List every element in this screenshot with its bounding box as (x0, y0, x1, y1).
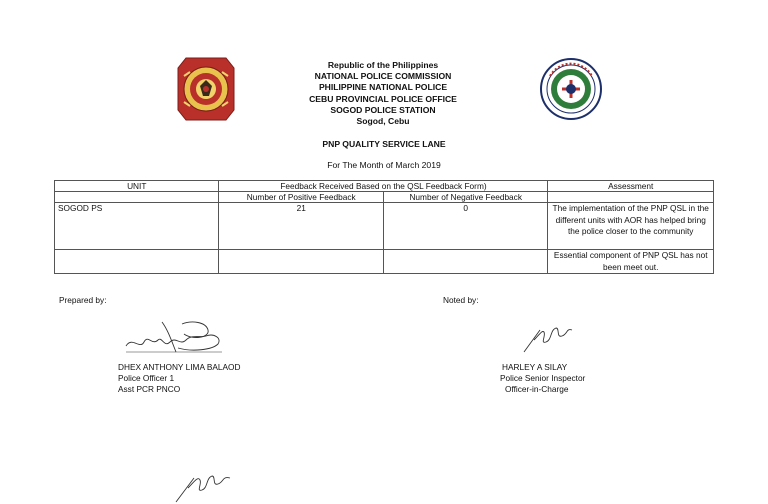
subheader-empty-assessment (548, 192, 714, 203)
header-line-country: Republic of the Philippines (327, 60, 439, 70)
signature-bottom (172, 468, 236, 504)
header-positive: Number of Positive Feedback (219, 192, 383, 203)
row-negative (383, 250, 547, 274)
table-subheader-row (55, 192, 714, 203)
row-negative: 0 (383, 203, 547, 250)
row-unit: SOGOD PS (55, 203, 219, 250)
pnp-seal-logo (176, 56, 236, 122)
report-month: For The Month of March 2019 (327, 160, 441, 170)
header-unit: UNIT (55, 181, 219, 192)
table-row (55, 250, 714, 274)
signature-preparer (122, 316, 226, 358)
header-line-napolcom: NATIONAL POLICE COMMISSION (314, 71, 452, 82)
prepared-by-label: Prepared by: (59, 295, 107, 305)
header-line-province: CEBU PROVINCIAL POLICE OFFICE (309, 93, 457, 104)
noter-block (500, 362, 585, 395)
signature-noter (518, 320, 580, 356)
preparer-block (118, 362, 241, 395)
row-unit (55, 250, 219, 274)
header-line-location: Sogod, Cebu (356, 116, 410, 127)
subheader-empty (55, 192, 219, 203)
table-row (55, 203, 714, 250)
table-header-row (55, 181, 714, 192)
header-line-pnp: PHILIPPINE NATIONAL POLICE (318, 82, 448, 93)
row-assessment: The implementation of the PNP QSL in the different units with AOR has helped bring the police closer to the community (548, 203, 714, 250)
header-assessment: Assessment (548, 181, 714, 192)
header-line-station: SOGOD POLICE STATION (330, 104, 436, 115)
row-assessment: Essential component of PNP QSL has not been meet out. (548, 250, 714, 274)
noter-rank: Police Senior Inspector (500, 373, 586, 383)
noter-position: Officer-in-Charge (505, 384, 569, 394)
qsl-feedback-table (54, 180, 714, 274)
document-title: PNP QUALITY SERVICE LANE (322, 139, 446, 149)
noter-name: HARLEY A SILAY (502, 362, 568, 372)
row-positive: 21 (219, 203, 383, 250)
noted-by-label: Noted by: (443, 295, 479, 305)
preparer-position: Asst PCR PNCO (118, 384, 181, 394)
letterhead (270, 60, 496, 127)
station-seal-logo (540, 58, 602, 120)
row-positive (219, 250, 383, 274)
header-negative: Number of Negative Feedback (383, 192, 547, 203)
preparer-rank: Police Officer 1 (118, 373, 175, 383)
preparer-name: DHEX ANTHONY LIMA BALAOD (118, 362, 241, 372)
header-feedback: Feedback Received Based on the QSL Feedback Form) (219, 181, 548, 192)
